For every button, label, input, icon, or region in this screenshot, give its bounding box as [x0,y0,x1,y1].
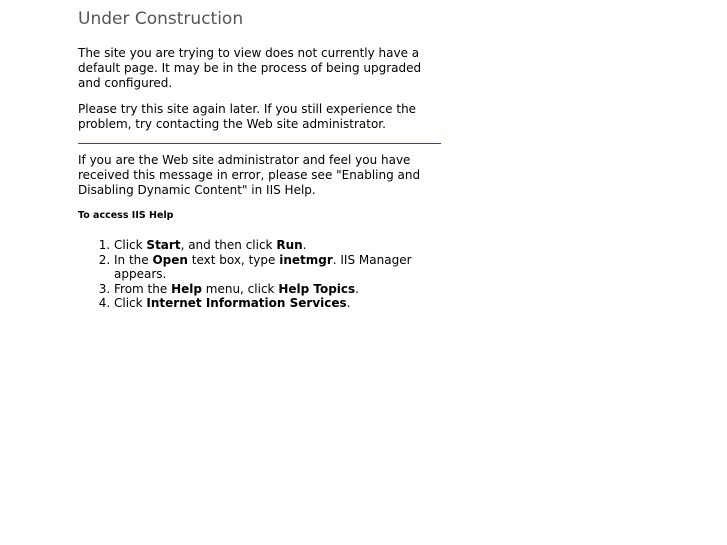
step-text: . IIS Manager appears. [114,252,412,282]
step-3 [114,282,441,297]
step-keyword: Open [152,252,188,267]
step-text: In the [114,252,153,267]
step-text: text box, type [187,252,280,267]
step-keyword: Help Topics [278,281,356,296]
step-keyword: Help [171,281,202,296]
step-text: . [346,296,351,311]
help-steps-list [78,238,441,311]
divider [78,143,441,144]
help-heading: To access IIS Help [78,210,174,221]
admin-paragraph: If you are the Web site administrator and feel you have received this message in error, please see "Enabling and Disabling Dynamic Content" in IIS Help. [78,153,421,197]
step-keyword: Run [276,238,303,252]
page-title: Under Construction [78,9,244,29]
main-content [78,8,441,311]
step-2 [114,253,441,282]
step-keyword: inetmgr [279,252,333,267]
step-text: . [355,281,359,296]
intro-paragraph: The site you are trying to view does not currently have a default page. It may be in the process of being upgraded and configured. [78,46,422,90]
step-text: , and then click [180,238,277,252]
step-keyword: Internet Information Services [146,296,347,311]
step-keyword: Start [146,238,181,252]
retry-paragraph: Please try this site again later. If you still experience the problem, try contacting the Web site administrator. [78,102,417,131]
step-1 [114,238,441,253]
step-text: From the [114,281,172,296]
step-text: Click [114,238,147,252]
step-text: . [302,238,307,252]
step-4 [114,296,441,311]
step-text: Click [114,296,147,311]
step-text: menu, click [201,281,279,296]
